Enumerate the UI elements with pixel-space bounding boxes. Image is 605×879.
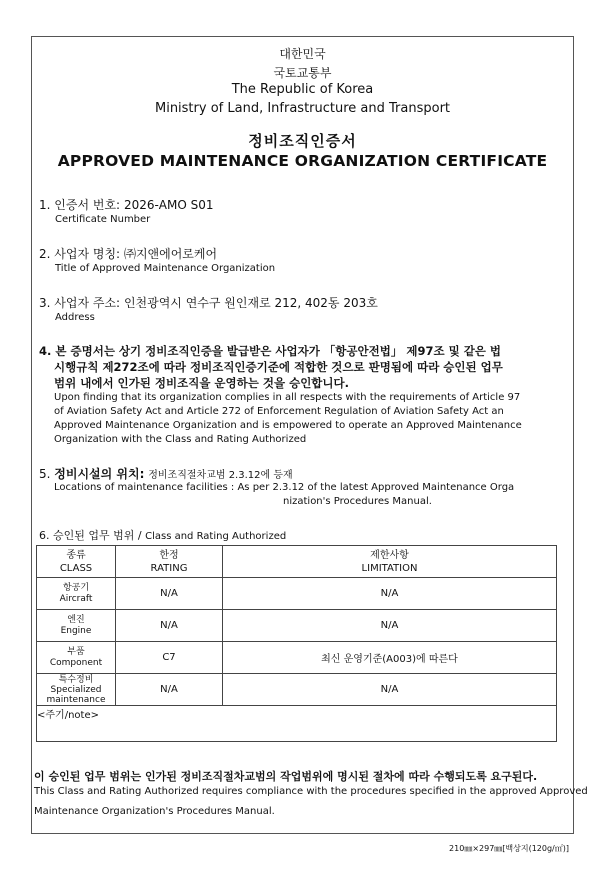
item-3-number: 3. xyxy=(39,296,51,310)
item-4-number: 4. xyxy=(39,344,52,358)
item-4-en-line-3: Approved Maintenance Organization and is empowered to operate an Approved Maintenance xyxy=(54,420,522,431)
footer-en-line-1: This Class and Rating Authorized requires compliance with the procedures specified in the approved Approved xyxy=(34,786,588,797)
table-row xyxy=(37,610,557,642)
row-class: 부품 Component xyxy=(37,642,116,674)
header-rating: 한정 RATING xyxy=(116,546,223,578)
item-1-number: 1. xyxy=(39,198,51,212)
item-1 xyxy=(39,196,214,213)
item-2-sub: Title of Approved Maintenance Organization xyxy=(55,263,276,274)
footer-en-line-2: Maintenance Organization's Procedures Manual. xyxy=(34,806,275,817)
item-6-en: Class and Rating Authorized xyxy=(145,531,287,542)
item-5 xyxy=(39,465,293,482)
item-5-number: 5. xyxy=(39,467,51,481)
item-5-en-line-1: Locations of maintenance facilities : As per 2.3.12 of the latest Approved Maintenance Orga xyxy=(54,482,515,493)
table-note-row xyxy=(37,706,557,742)
item-6 xyxy=(39,527,286,543)
paper-spec: 210㎜×297㎜[백상지(120g/㎡)] xyxy=(449,844,569,853)
header-ministry-kr: 국토교통부 xyxy=(273,66,332,80)
item-4-line-2: 시행규칙 제272조에 따라 정비조직인증기준에 적합한 것으로 판명됨에 따라 승인된 업무 xyxy=(54,360,503,374)
item-5-value: 정비조직절차교범 2.3.12에 등재 xyxy=(148,470,293,481)
item-2-number: 2. xyxy=(39,247,51,261)
item-4-line-3: 범위 내에서 인가된 정비조직을 운영하는 것을 승인합니다. xyxy=(54,376,350,390)
row-class: 항공기 Aircraft xyxy=(37,578,116,610)
item-4-en-line-4: Organization with the Class and Rating Authorized xyxy=(54,434,307,445)
row-limitation: N/A xyxy=(223,610,557,642)
item-2-value: ㈜지앤에어로케어 xyxy=(123,247,218,261)
header-country-kr: 대한민국 xyxy=(279,47,326,61)
header-ministry-en: Ministry of Land, Infrastructure and Transport xyxy=(154,101,451,116)
table-header-row xyxy=(37,546,557,578)
header-country-en: The Republic of Korea xyxy=(231,82,374,97)
class-rating-table xyxy=(36,545,557,742)
row-limitation: N/A xyxy=(223,674,557,706)
item-1-value: 2026-AMO S01 xyxy=(123,198,214,212)
header-class: 종류 CLASS xyxy=(37,546,116,578)
table-row xyxy=(37,674,557,706)
row-class: 엔진 Engine xyxy=(37,610,116,642)
row-limitation: N/A xyxy=(223,578,557,610)
table-row xyxy=(37,642,557,674)
item-2-label: 사업자 명칭: xyxy=(54,247,121,261)
footer-kr: 이 승인된 업무 범위는 인가된 정비조직절차교범의 작업범위에 명시된 절차에 따라 수행되도록 요구된다. xyxy=(34,770,538,783)
header-limitation: 제한사항 LIMITATION xyxy=(223,546,557,578)
item-4-en-line-1: Upon finding that its organization complies in all respects with the requirements of Article 97 xyxy=(54,392,521,403)
item-1-label: 인증서 번호: xyxy=(54,198,121,212)
item-6-label: 승인된 업무 범위 xyxy=(53,529,135,542)
item-5-en-line-2: nization's Procedures Manual. xyxy=(283,496,432,507)
row-rating: C7 xyxy=(116,642,223,674)
row-rating: N/A xyxy=(116,578,223,610)
item-1-sub: Certificate Number xyxy=(55,214,151,225)
table-note: <주기/note> xyxy=(37,706,557,742)
item-3-value: 인천광역시 연수구 원인재로 212, 402동 203호 xyxy=(123,296,378,310)
item-3 xyxy=(39,294,378,311)
item-6-sep: / xyxy=(137,529,142,542)
row-limitation: 최신 운영기준(A003)에 따른다 xyxy=(223,642,557,674)
item-6-number: 6. xyxy=(39,529,50,542)
item-2 xyxy=(39,245,217,262)
table-row xyxy=(37,578,557,610)
row-class: 특수정비 Specialized maintenance xyxy=(37,674,116,706)
item-4-line-1: 4. 본 증명서는 상기 정비조직인증을 발급받은 사업자가 「항공안전법」 제97조 및 같은 법 xyxy=(39,344,502,358)
row-rating: N/A xyxy=(116,610,223,642)
title-kr: 정비조직인증서 xyxy=(248,132,357,150)
item-3-sub: Address xyxy=(55,312,95,323)
item-5-label: 정비시설의 위치: xyxy=(54,467,145,481)
item-4-en-line-2: of Aviation Safety Act and Article 272 of Enforcement Regulation of Aviation Safety Act an xyxy=(54,406,504,417)
row-rating: N/A xyxy=(116,674,223,706)
title-en: APPROVED MAINTENANCE ORGANIZATION CERTIFICATE xyxy=(57,152,548,170)
item-3-label: 사업자 주소: xyxy=(54,296,121,310)
